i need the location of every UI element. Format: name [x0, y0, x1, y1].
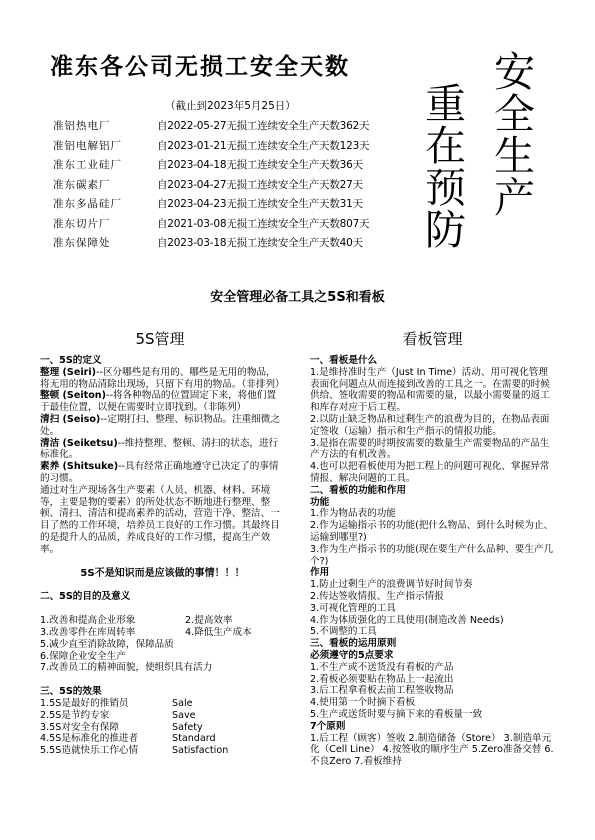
subheading: 一、5S的定义 [40, 355, 102, 366]
safety-days-text: 自2021-03-08无损工连续安全生产天数807天 [157, 217, 370, 230]
slogan-safety: 安全生产 [487, 50, 535, 218]
list-item [40, 733, 285, 745]
company-name: 准东切片厂 [53, 217, 111, 230]
subheading: 三、5S的效果 [40, 686, 102, 698]
purpose-item: 6.保障企业安全生产 [40, 650, 126, 662]
list-item [53, 216, 413, 236]
section-title: 安全管理必备工具之5S和看板 [210, 290, 385, 305]
what-item: 2.以防止缺乏物品和过剩生产的浪费为目的，在物品表面定签收（运输）指示和生产指示的情报功能。 [310, 413, 550, 437]
list-item [40, 698, 285, 710]
term: 素养 (Shitsuke) [40, 461, 119, 473]
kanban-column [310, 355, 555, 768]
purpose-item: 7.改善员工的精神面貌，使组织具有活力 [40, 662, 213, 674]
list-item [53, 177, 413, 197]
safety-days-text: 自2023-03-18无损工连续安全生产天数40天 [157, 237, 363, 249]
company-name: 准东多晶硅厂 [53, 198, 122, 210]
term: 整理 (Seiri) [40, 366, 97, 378]
role-item: 4.作为体质强化的工具使用(制造改善 Needs) [310, 614, 504, 626]
subheading: 7个原则 [310, 720, 346, 732]
list-item [53, 235, 413, 255]
effect-english: Satisfaction [172, 745, 229, 757]
desc: --维持整理、整顿、清扫的状态，进行标准化。 [40, 437, 279, 461]
list-item [53, 196, 413, 216]
subheading: 一、看板是什么 [310, 355, 378, 366]
5s-column [40, 355, 285, 757]
safety-days-text: 自2023-04-27无损工连续安全生产天数27天 [157, 178, 363, 191]
subheading: 二、5S的目的及意义 [40, 591, 131, 603]
5s-slogan: 5S不是知识而是应该做的事情！！！ [80, 567, 245, 579]
list-item [53, 138, 413, 158]
effect-item: 3.5S对安全有保障 [40, 721, 119, 733]
rule-item: 5.生产或送货时要与摘下来的看板量一致 [310, 708, 483, 720]
safety-days-text: 自2022-05-27无损工连续安全生产天数362天 [157, 120, 370, 132]
function-item: 3.作为生产指示书的功能(现在要生产什么品种、要生产几个?) [310, 543, 554, 567]
slogan-prevention: 重在预防 [418, 82, 466, 250]
list-item [40, 627, 285, 639]
list-item [53, 118, 413, 138]
what-item: 1.是维持准时生产（Just In Time）活动、用可视化管理表面化问题点从而连接到改善的工具之一。在需要的时候供给、签收需要的物品和需要的量，以最小需要量的返工和库存对应于后工程。 [310, 366, 550, 414]
page-title: 准东各公司无损工安全天数 [50, 54, 350, 80]
effect-english: Save [172, 709, 196, 721]
intro-paragraph: 通过对生产现场各生产要素（人员、机器、材料、环境等，主要是物的要素）的所处状态不断地进行整理、整顿、清扫、清洁和提高素养的活动，营造干净、整洁、一目了然的工作环境，培养员工良好的工作习惯。其最终目的是提升人的品质，养成良好的工作习惯，提高生产效率。 [40, 484, 280, 555]
desc: --将各种物品的位置固定下来，将他们置于最佳位置，以便在需要时立即找到。（非陈列） [40, 390, 277, 414]
safety-days-text: 自2023-01-21无损工连续安全生产天数123天 [157, 139, 370, 152]
safety-days-text: 自2023-04-18无损工连续安全生产天数36天 [157, 159, 363, 171]
company-name: 准东碳素厂 [53, 178, 111, 191]
function-item: 2.作为运输指示书的功能(把什么物品、到什么时候为止、运输到哪里?) [310, 520, 554, 543]
rule-item: 4.使用第一个时摘下看板 [310, 697, 416, 709]
what-item: 4.也可以把看板使用为把工程上的问题可视化、掌握异常情报、解决问题的工具。 [310, 461, 550, 484]
effect-item: 2.5S是节约专家 [40, 709, 110, 721]
5s-heading: 5S管理 [135, 330, 185, 348]
effect-english: Standard [172, 733, 216, 745]
purpose-item: 5.减少直至消除故障，保障品质 [40, 638, 174, 650]
term: 清洁 (Seiketsu) [40, 437, 118, 449]
purpose-item: 4.降低生产成本 [185, 626, 252, 638]
seven-principles: 1.后工程（顾客）签收 2.制造储备（Store） 3.制造单元化（Cell Line） 4.按签收的顺序生产 5.Zero准备交替 6.不良Zero 7.看板维持 [310, 732, 554, 768]
as-of-date: （截止到2023年5月25日） [165, 100, 296, 112]
rule-item: 1.不生产或不送货没有看板的产品 [310, 661, 454, 673]
role-item: 1.防止过剩生产的浪费调节好时间节奏 [310, 579, 473, 591]
subheading: 二、看板的功能和作用 [310, 484, 406, 496]
function-item: 1.作为物品表的功能 [310, 508, 396, 520]
effect-english: Sale [172, 697, 193, 709]
list-item [40, 745, 285, 757]
safety-days-list [53, 118, 413, 255]
definition-item [40, 461, 285, 485]
desc: --定期打扫、整理、标识物品。注重细微之处。 [40, 413, 280, 437]
effect-item: 4.5S是标准化的推进者 [40, 733, 139, 745]
desc: --具有经常正确地遵守已决定了的事情的习惯。 [40, 461, 279, 484]
definition-item [40, 438, 285, 462]
what-item: 3.是指在需要的时期按需要的数量生产需要物品的产品生产方法的有机改善。 [310, 437, 550, 461]
desc: --区分哪些是有用的、哪些是无用的物品，将无用的物品清除出现场，只留下有用的物品。（非排列） [40, 366, 285, 390]
purpose-item: 3.改善零件在库周转率 [40, 626, 136, 638]
company-name: 准铝热电厂 [53, 120, 111, 132]
list-item [40, 615, 285, 627]
subheading: 功能 [310, 496, 330, 508]
role-item: 5.不调整的工具 [310, 626, 377, 638]
list-item [40, 722, 285, 734]
definition-item [40, 414, 285, 438]
list-item [53, 157, 413, 177]
subheading: 必须遵守的5点要求 [310, 649, 394, 661]
safety-days-text: 自2023-04-23无损工连续安全生产天数31天 [157, 198, 363, 210]
definition-item [40, 367, 285, 391]
rule-item: 2.看板必须要贴在物品上一起流出 [310, 673, 454, 685]
purpose-item: 2.提高效率 [185, 615, 233, 627]
purpose-item: 1.改善和提高企业形象 [40, 615, 136, 627]
role-item: 2.传达签收情报、生产指示情报 [310, 590, 444, 602]
company-name: 准东保障处 [53, 237, 111, 249]
term: 整顿 (Seiton) [40, 390, 107, 402]
list-item [40, 710, 285, 722]
subheading: 三、看板的运用原则 [310, 638, 397, 650]
rule-item: 3.后工程拿看板去前工程签收物品 [310, 685, 454, 697]
effect-english: Safety [172, 721, 203, 733]
subheading: 作用 [310, 567, 330, 579]
role-item: 3.可视化管理的工具 [310, 602, 396, 614]
definition-item [40, 390, 285, 414]
term: 清扫 (Seiso) [40, 413, 101, 425]
effect-item: 5.5S造就快乐工作心情 [40, 745, 139, 757]
company-name: 准东工业硅厂 [53, 159, 122, 171]
company-name: 准铝电解铝厂 [53, 139, 122, 152]
kanban-heading: 看板管理 [402, 330, 463, 348]
effect-item: 1.5S是最好的推销员 [40, 697, 129, 709]
